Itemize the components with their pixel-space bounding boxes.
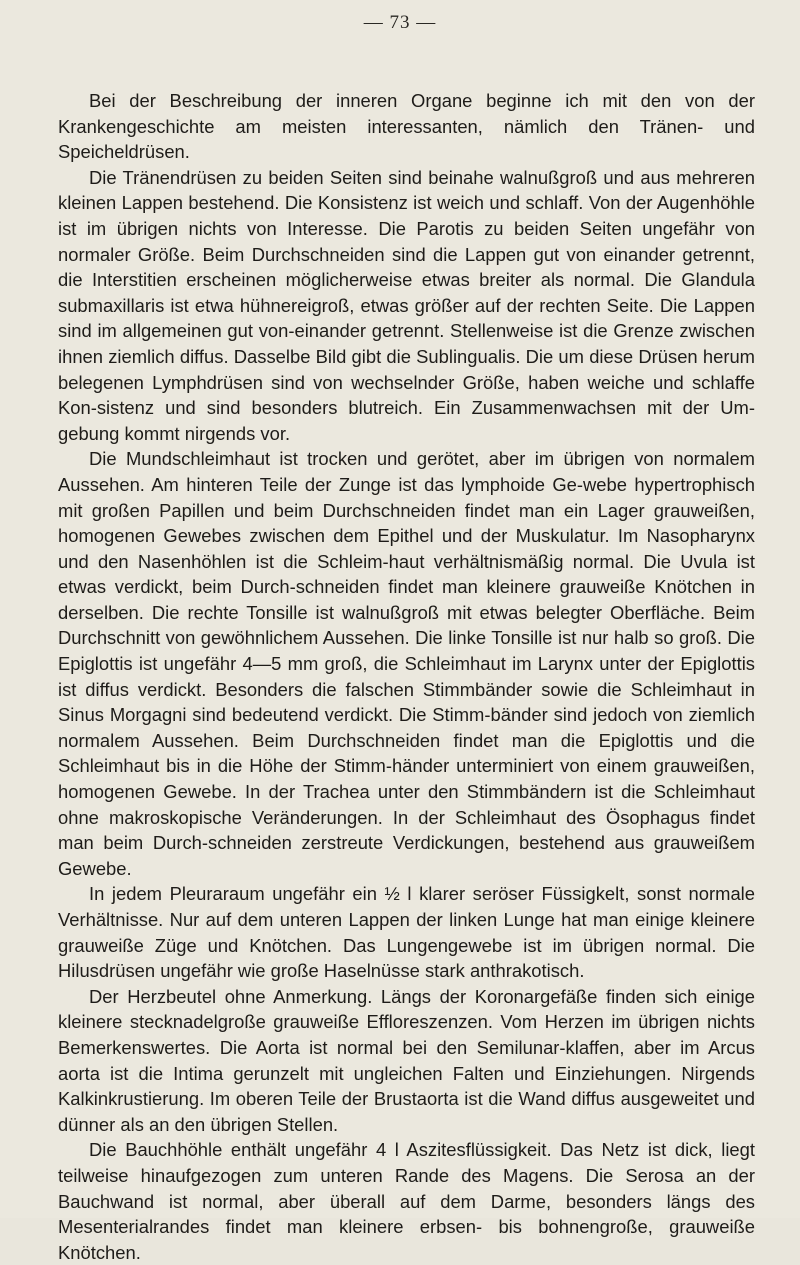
paragraph-traenendruesen: Die Tränendrüsen zu beiden Seiten sind beinahe walnußgroß und aus mehreren kleinen Lappen bestehend. Die Konsistenz ist weich und schlaff. Von der Augenhöhle ist im übrigen nichts von Interesse. Die Parotis zu beiden Seiten ungefähr von normaler Größe. Beim Durchschneiden sind die Lappen gut von einander getrennt, die Interstitien erscheinen möglicherweise etwas breiter als normal. Die Glandula submaxillaris ist etwa hühnereigroß, etwas größer auf der rechten Seite. Die Lappen sind im allgemeinen gut von-einander getrennt. Stellenweise ist die Grenze zwischen ihnen ziemlich diffus. Dasselbe Bild gibt die Sublingualis. Die um diese Drüsen herum belegenen Lymphdrüsen sind von wechselnder Größe, haben weiche und schlaffe Kon-sistenz und sind besonders blutreich. Ein Zusammenwachsen mit der Um-gebung kommt nirgends vor. (58, 166, 755, 444)
paragraph-bauchhoehle: Die Bauchhöhle enthält ungefähr 4 l Aszitesflüssigkeit. Das Netz ist dick, liegt teilweise hinaufgezogen zum unteren Rande des Magens. Die Serosa an der Bauchwand ist normal, aber überall auf dem Darme, besonders längs des Mesenterialrandes findet man kleinere erbsen- bis bohnengroße, grauweiße Knötchen. (58, 1139, 755, 1263)
paragraph-mundschleimhaut: Die Mundschleimhaut ist trocken und gerötet, aber im übrigen von normalem Aussehen. Am hinteren Teile der Zunge ist das lymphoide Ge-webe hypertrophisch mit großen Papillen und beim Durchschneiden findet man ein Lager grauweißen, homogenen Gewebes zwischen dem Epithel und der Muskulatur. Im Nasopharynx und den Nasenhöhlen ist die Schleim-haut verhältnismäßig normal. Die Uvula ist etwas verdickt, beim Durch-schneiden findet man kleinere grauweiße Knötchen in derselben. Die rechte Tonsille ist walnußgroß mit etwas belegter Oberfläche. Beim Durchschnitt von gewöhnlichem Aussehen. Die linke Tonsille ist nur halb so groß. Die Epiglottis ist ungefähr 4—5 mm groß, die Schleimhaut im Larynx unter der Epiglottis ist diffus verdickt. Besonders die falschen Stimmbänder sowie die Schleimhaut in Sinus Morgagni sind bedeutend verdickt. Die Stimm-bänder sind jedoch von ziemlich normalem Aussehen. Beim Durchschneiden findet man die Epiglottis und die Schleimhaut bis in die Höhe der Stimm-händer unterminiert von einem grauweißen, homogenen Gewebe. In der Trachea unter den Stimmbändern ist die Schleimhaut ohne makroskopische Veränderungen. In der Schleimhaut des Ösophagus findet man beim Durch-schneiden zerstreute Verdickungen, bestehend aus grauweißem Gewebe. (58, 448, 755, 879)
paragraph-herzbeutel: Der Herzbeutel ohne Anmerkung. Längs der Koronargefäße finden sich einige kleinere stecknadelgroße grauweiße Effloreszenzen. Vom Herzen im übrigen nichts Bemerkenswertes. Die Aorta ist normal bei den Semilunar-klaffen, aber im Arcus aorta ist die Intima gerunzelt mit ungleichen Falten und Einziehungen. Nirgends Kalkinkrustierung. Im oberen Teile der Brustaorta ist die Wand diffus ausgeweitet und dünner als an den übrigen Stellen. (58, 985, 755, 1135)
body-text (58, 88, 755, 1265)
paragraph-intro: Bei der Beschreibung der inneren Organe beginne ich mit den von der Krankengeschichte am meisten interessanten, nämlich den Tränen- und Speicheldrüsen. (58, 90, 755, 163)
page-number: — 73 — (363, 12, 437, 33)
paragraph-pleuraraum: In jedem Pleuraraum ungefähr ein ½ l klarer seröser Füssigkelt, sonst normale Verhältnisse. Nur auf dem unteren Lappen der linken Lunge hat man einige kleinere grauweiße Züge und Knötchen. Das Lungengewebe ist im übrigen normal. Die Hilusdrüsen ungefähr wie große Haselnüsse stark anthrakotisch. (58, 883, 755, 982)
